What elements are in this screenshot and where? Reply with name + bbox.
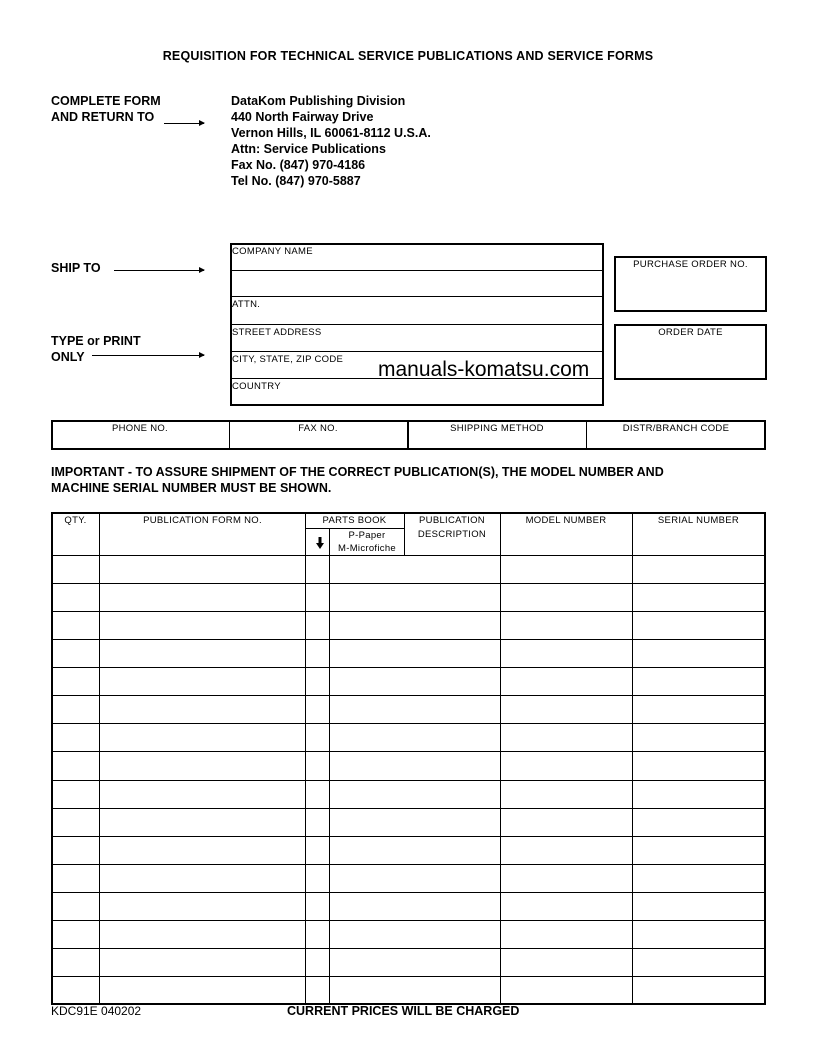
address-line: Tel No. (847) 970-5887: [231, 174, 361, 188]
important-note-line2: MACHINE SERIAL NUMBER MUST BE SHOWN.: [51, 481, 332, 495]
return-arrow-icon: [164, 123, 204, 124]
table-row[interactable]: [52, 612, 765, 639]
address-line: 440 North Fairway Drive: [231, 110, 374, 124]
ship-to-arrow-icon: [114, 270, 204, 271]
table-row[interactable]: [52, 668, 765, 695]
table-row[interactable]: [52, 781, 765, 808]
address-line: DataKom Publishing Division: [231, 94, 406, 108]
table-row[interactable]: [52, 640, 765, 667]
country-field[interactable]: COUNTRY: [232, 381, 281, 392]
fax-no-field[interactable]: FAX NO.: [298, 423, 338, 434]
return-to-label: AND RETURN TO: [51, 110, 155, 124]
important-note: IMPORTANT - TO ASSURE SHIPMENT OF THE CORRECT PUBLICATION(S), THE MODEL NUMBER AND: [51, 465, 664, 479]
shipping-method-field[interactable]: SHIPPING METHOD: [450, 423, 544, 434]
table-row[interactable]: [52, 865, 765, 892]
prices-note: CURRENT PRICES WILL BE CHARGED: [287, 1004, 520, 1018]
ship-divider: [231, 270, 603, 271]
paper-option-label: P-Paper: [348, 530, 386, 541]
table-row[interactable]: [52, 724, 765, 751]
address-line: Fax No. (847) 970-4186: [231, 158, 366, 172]
purchase-order-label: PURCHASE ORDER NO.: [633, 259, 748, 270]
description-header-line2: DESCRIPTION: [417, 529, 487, 540]
city-state-zip-field[interactable]: CITY, STATE, ZIP CODE: [232, 354, 344, 365]
qty-header: QTY.: [64, 515, 87, 526]
table-row[interactable]: [52, 584, 765, 611]
description-header: PUBLICATION: [419, 515, 485, 526]
street-address-field[interactable]: STREET ADDRESS: [232, 327, 322, 338]
company-name-field[interactable]: COMPANY NAME: [232, 246, 313, 257]
table-row[interactable]: [52, 949, 765, 976]
address-line: Vernon Hills, IL 60061-8112 U.S.A.: [231, 126, 431, 140]
parts-book-header: PARTS BOOK: [322, 515, 387, 526]
table-row[interactable]: [52, 837, 765, 864]
parts-book-divider: [305, 528, 404, 529]
table-row[interactable]: [52, 752, 765, 779]
form-code: KDC91E 040202: [51, 1004, 142, 1018]
complete-form-label: COMPLETE FORM: [51, 94, 161, 108]
ship-divider: [231, 324, 603, 325]
serial-number-header: SERIAL NUMBER: [657, 515, 740, 526]
table-row[interactable]: [52, 696, 765, 723]
down-arrow-icon: [316, 537, 324, 550]
microfiche-option-label: M-Microfiche: [338, 543, 396, 554]
ship-divider: [231, 296, 603, 297]
table-row[interactable]: [52, 556, 765, 583]
only-label: ONLY: [51, 350, 85, 364]
table-row[interactable]: [52, 893, 765, 920]
type-or-print-label: TYPE or PRINT: [51, 334, 141, 348]
attn-field[interactable]: ATTN.: [232, 299, 261, 310]
return-address: [231, 93, 431, 189]
form-title: REQUISITION FOR TECHNICAL SERVICE PUBLICATIONS AND SERVICE FORMS: [162, 49, 654, 63]
watermark-text: manuals-komatsu.com: [378, 358, 590, 381]
form-no-header: PUBLICATION FORM NO.: [143, 515, 262, 526]
order-date-label: ORDER DATE: [658, 327, 723, 338]
ship-divider: [231, 351, 603, 352]
table-row[interactable]: [52, 921, 765, 948]
model-number-header: MODEL NUMBER: [525, 515, 607, 526]
phone-no-field[interactable]: PHONE NO.: [111, 423, 168, 434]
table-row[interactable]: [52, 977, 765, 1004]
distr-branch-code-field[interactable]: DISTR/BRANCH CODE: [622, 423, 730, 434]
type-arrow-icon: [92, 355, 204, 356]
table-row[interactable]: [52, 809, 765, 836]
ship-to-label: SHIP TO: [51, 261, 101, 275]
address-line: Attn: Service Publications: [231, 142, 386, 156]
